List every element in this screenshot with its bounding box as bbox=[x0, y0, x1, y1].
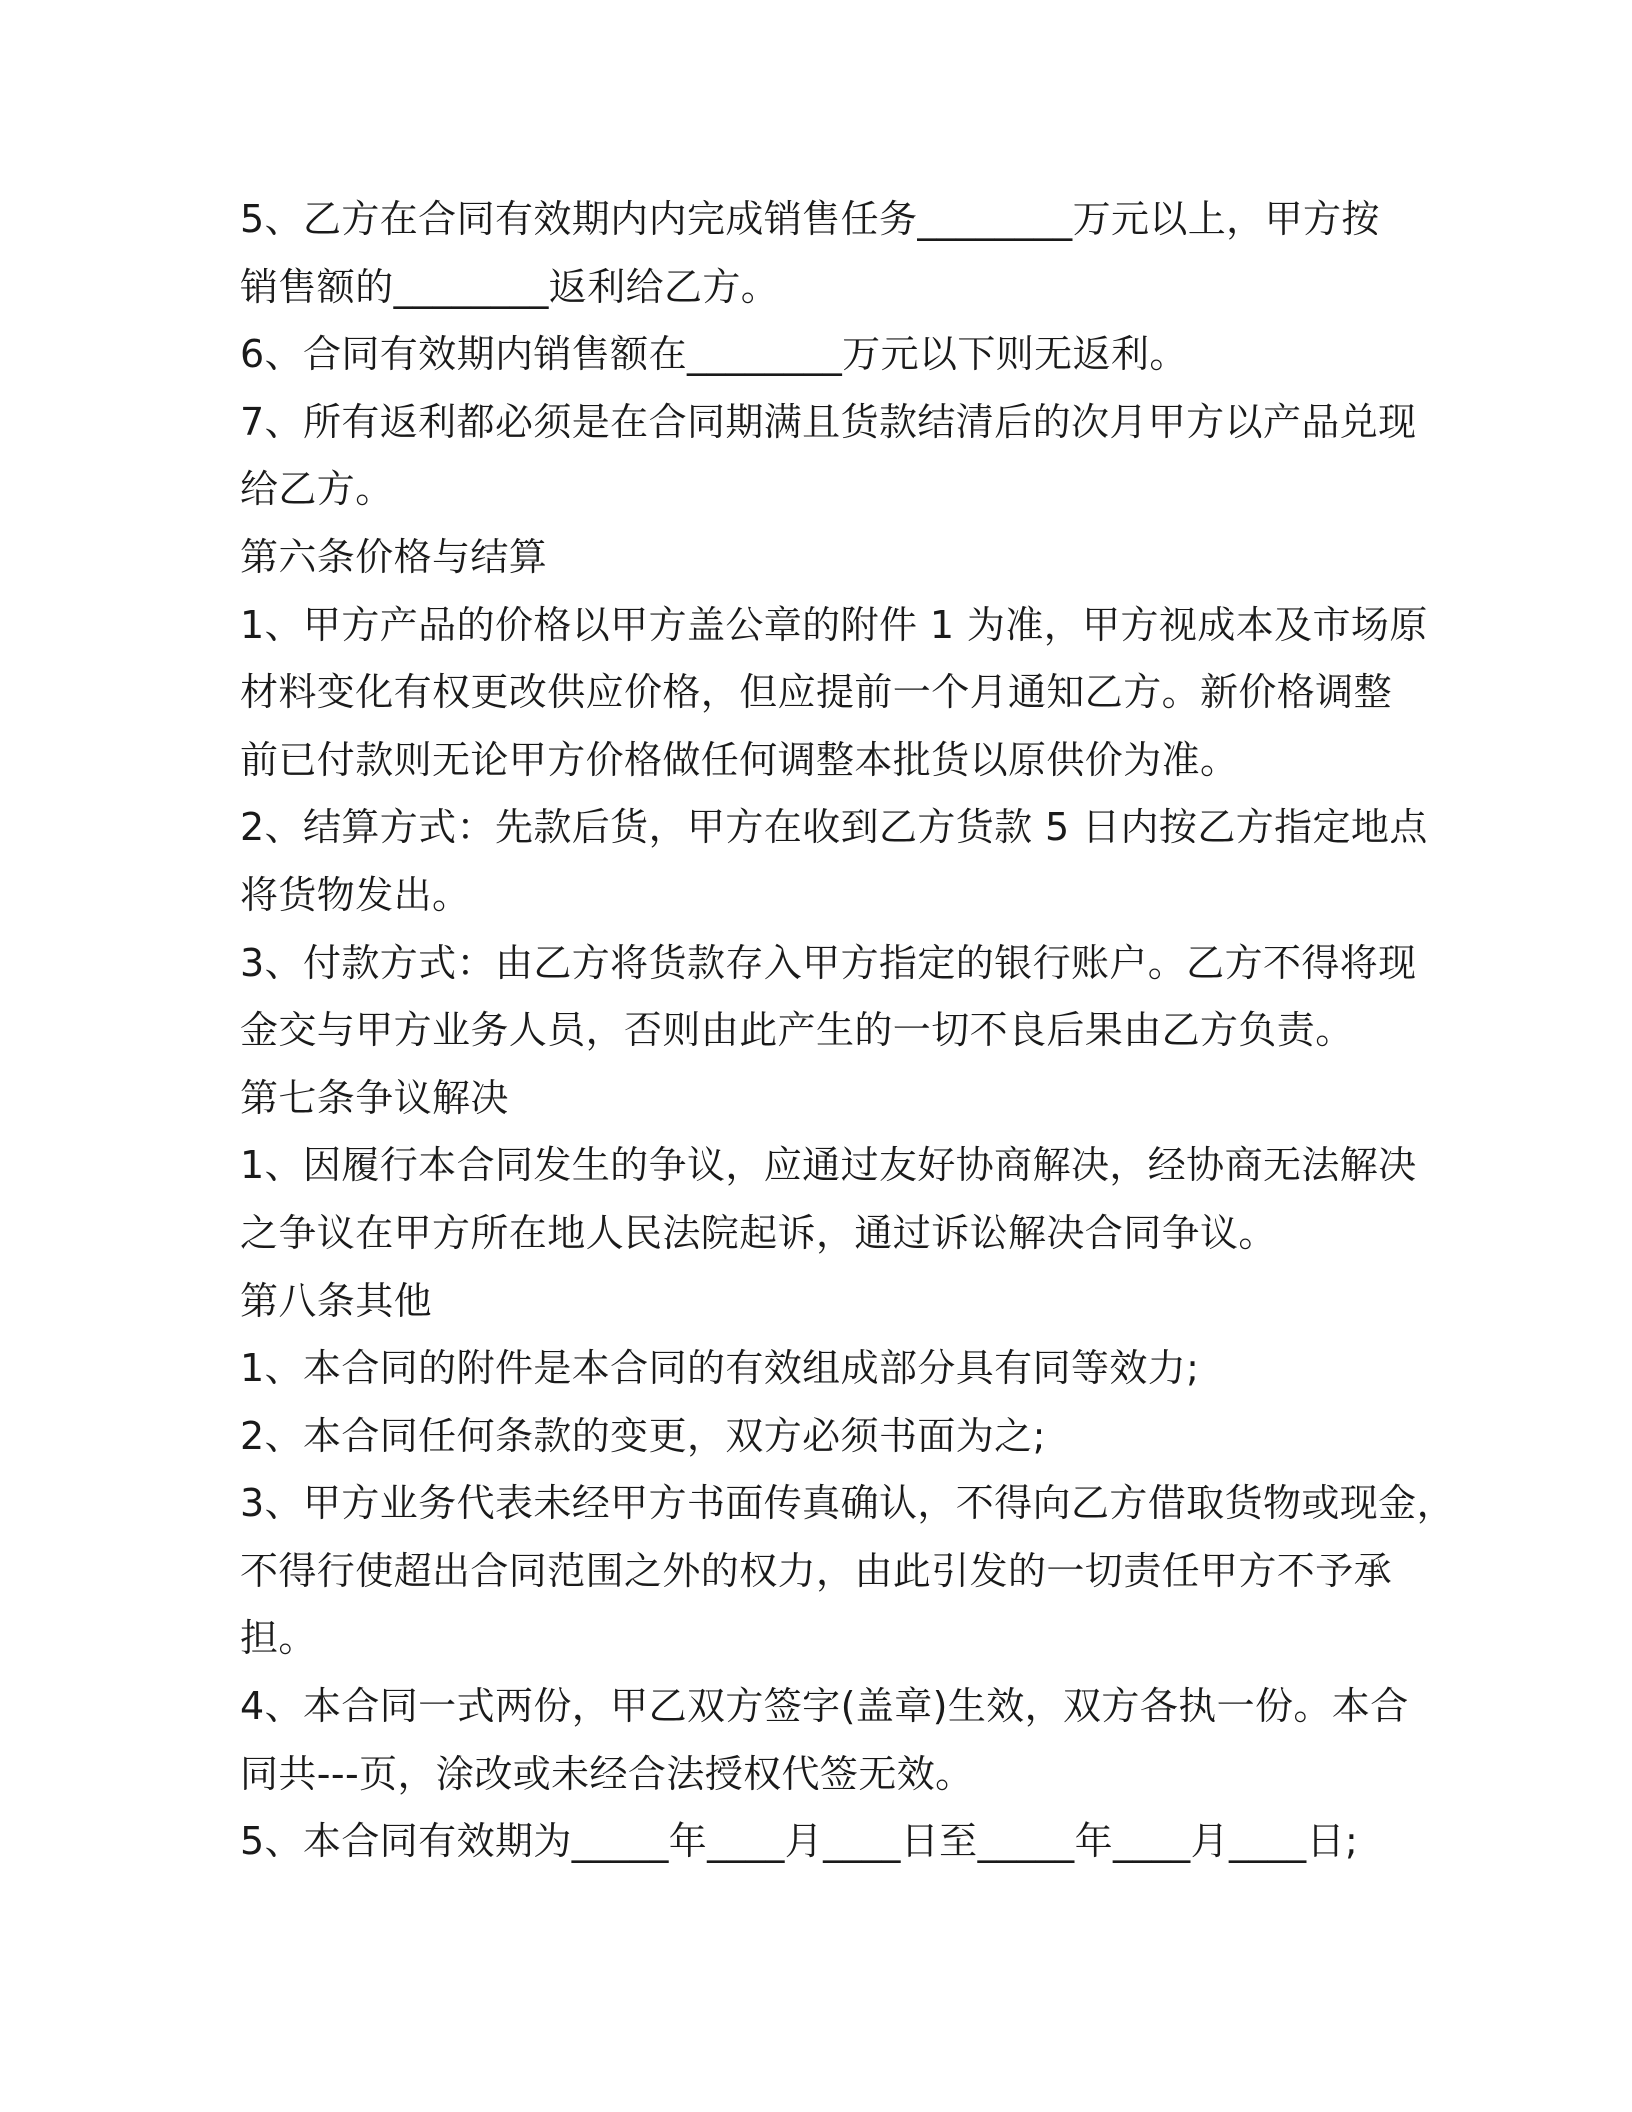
text-line: 2、结算方式：先款后货，甲方在收到乙方货款 5 日内按乙方指定地点 bbox=[240, 805, 1428, 850]
text-line: 2、本合同任何条款的变更，双方必须书面为之; bbox=[240, 1413, 1046, 1458]
text-line: 金交与甲方业务人员，否则由此产生的一切不良后果由乙方负责。 bbox=[240, 1008, 1354, 1053]
text-line: 3、甲方业务代表未经甲方书面传真确认，不得向乙方借取货物或现金， bbox=[240, 1481, 1455, 1526]
text-line: 前已付款则无论甲方价格做任何调整本批货以原供价为准。 bbox=[240, 737, 1239, 782]
text-line: 7、所有返利都必须是在合同期满且货款结清后的次月甲方以产品兑现 bbox=[240, 399, 1417, 444]
text-line: 1、本合同的附件是本合同的有效组成部分具有同等效力; bbox=[240, 1346, 1200, 1391]
text-line: 1、甲方产品的价格以甲方盖公章的附件 1 为准，甲方视成本及市场原 bbox=[240, 602, 1428, 647]
text-line: 5、本合同有效期为_____年____月____日至_____年____月____日; bbox=[240, 1819, 1359, 1864]
text-line: 担。 bbox=[240, 1616, 317, 1661]
section-heading: 第八条其他 bbox=[240, 1278, 433, 1323]
text-line: 材料变化有权更改供应价格，但应提前一个月通知乙方。新价格调整 bbox=[240, 670, 1393, 715]
text-line: 4、本合同一式两份，甲乙双方签字(盖章)生效，双方各执一份。本合 bbox=[240, 1684, 1409, 1729]
text-line: 不得行使超出合同范围之外的权力，由此引发的一切责任甲方不予承 bbox=[240, 1548, 1393, 1593]
text-line: 销售额的________返利给乙方。 bbox=[240, 264, 780, 309]
text-line: 之争议在甲方所在地人民法院起诉，通过诉讼解决合同争议。 bbox=[240, 1210, 1277, 1255]
section-heading: 第六条价格与结算 bbox=[240, 534, 548, 579]
text-line: 1、因履行本合同发生的争议，应通过友好协商解决，经协商无法解决 bbox=[240, 1143, 1417, 1188]
text-line: 3、付款方式：由乙方将货款存入甲方指定的银行账户。乙方不得将现 bbox=[240, 940, 1417, 985]
document-body bbox=[240, 186, 1455, 1876]
section-heading: 第七条争议解决 bbox=[240, 1075, 509, 1120]
text-line: 将货物发出。 bbox=[240, 872, 471, 917]
text-line: 同共---页，涂改或未经合法授权代签无效。 bbox=[240, 1751, 974, 1796]
text-line: 5、乙方在合同有效期内内完成销售任务________万元以上，甲方按 bbox=[240, 197, 1380, 241]
text-line: 给乙方。 bbox=[240, 467, 394, 512]
text-line: 6、合同有效期内销售额在________万元以下则无返利。 bbox=[240, 332, 1188, 377]
